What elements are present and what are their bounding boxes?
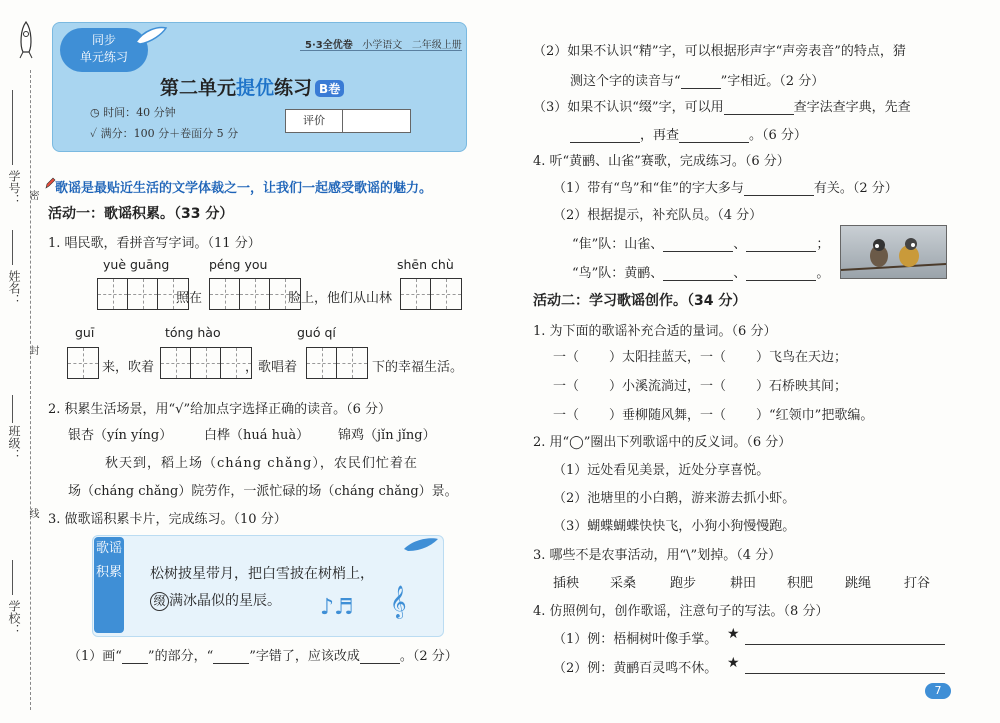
answer-grid-4[interactable] <box>67 347 99 379</box>
answer-line-2[interactable] <box>745 673 945 674</box>
r3-line-2 <box>570 124 807 143</box>
q3-1-part-b: ”的部分，“ <box>147 649 214 664</box>
q2-4-text: 4. 仿照例句，创作歌谣，注意句子的写法。（8 分） <box>533 604 829 619</box>
star-icon: ★ <box>727 626 740 642</box>
farm-word[interactable]: 跑步 <box>670 576 697 591</box>
card-tag: 歌谣积累 <box>94 537 124 633</box>
rocket-badge-icon <box>132 24 168 48</box>
clock-icon: ◷ <box>90 106 100 119</box>
blank-second-lookup[interactable] <box>679 142 749 143</box>
separator-2: 、 <box>733 266 747 281</box>
card-line-2 <box>150 590 281 611</box>
team-niao <box>572 262 829 281</box>
answer-line-1[interactable] <box>745 644 945 645</box>
row2-b: ）小溪流淌过，一（ <box>609 379 727 394</box>
q2-3-text: 3. 哪些不是农事活动，用“\”划掉。（4 分） <box>533 548 782 563</box>
pinyin-shenchu: shēn chù <box>397 257 454 272</box>
blank-meaning[interactable] <box>744 195 814 196</box>
id-label: 学号： <box>7 170 21 206</box>
word-baihua: 白桦（huá huà） <box>204 428 310 443</box>
q3-1-text <box>68 645 458 664</box>
blank-lookup-method[interactable] <box>724 114 794 115</box>
team-zhui <box>572 233 829 252</box>
activity1-title: 活动一：歌谣积累。（33 分） <box>48 206 234 222</box>
pinyin-guoqi: guó qí <box>297 325 336 340</box>
farm-word[interactable]: 采桑 <box>610 576 637 591</box>
q2-1-text: 1. 为下面的歌谣补充合适的量词。（6 分） <box>533 324 777 339</box>
blank-underline-mark[interactable] <box>122 663 148 664</box>
score-text: 满分：100 分＋卷面分 5 分 <box>100 127 239 140</box>
farm-word[interactable]: 打谷 <box>904 576 931 591</box>
r2-line-1: （2）如果不认识“精”字，可以根据形声字“声旁表音”的特点，猜 <box>533 44 906 59</box>
lyric-text-2: 脸上，他们从山林 <box>288 291 393 306</box>
school-label: 学校： <box>7 600 21 636</box>
blank-first-lookup[interactable] <box>570 142 640 143</box>
name-label: 姓名： <box>7 270 21 306</box>
lyric-text-5: 下的幸福生活。 <box>372 360 464 375</box>
r3-part-3: ，再查 <box>640 128 680 143</box>
antonym-2[interactable]: （2）池塘里的小白鹅，游来游去抓小虾。 <box>553 491 796 506</box>
school-field[interactable] <box>12 560 13 595</box>
name-field[interactable] <box>12 230 13 265</box>
q1-text: 1. 唱民歌，看拼音写字词。（11 分） <box>48 236 261 251</box>
q3-1-part-d: 。（2 分） <box>399 649 458 664</box>
margin-secret-mark: 密 <box>27 190 38 200</box>
grade-name: 二年级上册 <box>411 40 462 51</box>
volume-badge: B卷 <box>315 80 344 97</box>
q2-2-text: 2. 用“◯”圈出下列歌谣中的反义词。（6 分） <box>533 435 792 450</box>
measure-row-1 <box>553 346 847 365</box>
lyric-text-3: 来，吹着 <box>102 360 155 375</box>
team-zhui-label: “隹”队：山雀、 <box>572 237 664 252</box>
cut-line <box>30 70 31 710</box>
row3-b: ）垂柳随风舞，一（ <box>609 408 727 423</box>
evaluation-label: 评价 <box>286 110 343 132</box>
r2-part-2: ”字相近。（2 分） <box>720 74 825 89</box>
example-1: （1）例：梧桐树叶像手掌。 <box>553 632 718 647</box>
lyric-text-4: ，歌唱着 <box>245 360 298 375</box>
activity2-title: 活动二：学习歌谣创作。（34 分） <box>533 293 747 309</box>
farm-word[interactable]: 积肥 <box>787 576 814 591</box>
badge-line1: 同步 <box>91 33 116 47</box>
team-niao-label: “鸟”队：黄鹂、 <box>572 266 664 281</box>
word-jinji: 锦鸡（jǐn jǐng） <box>338 428 436 443</box>
pinyin-tonghao: tóng hào <box>165 325 221 340</box>
row2-a: 一（ <box>553 379 580 394</box>
title-part-c: 练习 <box>274 77 313 99</box>
margin-seal-mark: 封 <box>27 345 38 355</box>
blank-zhui-1[interactable] <box>663 251 733 252</box>
r2-line-2 <box>570 70 824 89</box>
pinyin-gui: guī <box>75 325 95 340</box>
antonym-1[interactable]: （1）远处看见美景，近处分享喜悦。 <box>553 463 770 478</box>
class-field[interactable] <box>12 395 13 423</box>
measure-row-3 <box>553 404 873 423</box>
q4-1-part-a: （1）带有“鸟”和“隹”的字大多与 <box>553 181 744 196</box>
word-yinxing: 银杏（yín yíng） <box>68 428 173 443</box>
birds-photo <box>840 225 947 279</box>
title-part-a: 第二单元 <box>160 77 237 99</box>
page-title <box>160 73 344 100</box>
farm-word[interactable]: 耕田 <box>730 576 757 591</box>
row1-b: ）太阳挂蓝天，一（ <box>609 350 727 365</box>
evaluation-box[interactable] <box>285 109 411 133</box>
q4-1-part-b: 有关。（2 分） <box>813 181 898 196</box>
q2-text: 2. 积累生活场景，用“√”给加点字选择正确的读音。（6 分） <box>48 402 392 417</box>
farm-word[interactable]: 跳绳 <box>845 576 872 591</box>
music-note-icon: ♪♬ <box>320 595 354 620</box>
badge-line2: 单元练习 <box>79 50 128 64</box>
row1-a: 一（ <box>553 350 580 365</box>
blank-niao-1[interactable] <box>663 280 733 281</box>
page-number: 7 <box>925 683 951 699</box>
birds-illustration <box>841 226 946 278</box>
answer-grid-6[interactable] <box>306 347 368 379</box>
blank-correct-char[interactable] <box>360 663 400 664</box>
lyric-text-1: 照在 <box>176 291 203 306</box>
antonym-3[interactable]: （3）蝴蝶蝴蝶快快飞，小狗小狗慢慢跑。 <box>553 519 796 534</box>
sentence-line-2: 场（cháng chǎng）院劳作，一派忙碌的场（cháng chǎng）景。 <box>68 484 458 499</box>
r2-part-1: 测这个字的读音与“ <box>570 74 681 89</box>
blank-wrong-char[interactable] <box>213 663 249 664</box>
blank-sound-char[interactable] <box>681 88 721 89</box>
answer-grid-3[interactable] <box>400 278 462 310</box>
star-icon: ★ <box>727 655 740 671</box>
rocket-decor-icon <box>400 535 440 555</box>
measure-row-2 <box>553 375 847 394</box>
row1-c: ）飞鸟在天边； <box>756 350 848 365</box>
q4-text: 4. 听“黄鹂、山雀”赛歌，完成练习。（6 分） <box>533 154 790 169</box>
farm-word[interactable]: 插秧 <box>553 576 580 591</box>
id-field[interactable] <box>12 90 13 165</box>
margin-line-mark: 线 <box>27 508 38 518</box>
score-info <box>90 125 238 141</box>
sentence-line-1: 秋天到，稻上场（cháng chǎng），农民们忙着在 <box>105 456 418 471</box>
circled-char: 缀 <box>150 592 169 611</box>
row3-c: ）“红领巾”把歌编。 <box>756 408 874 423</box>
class-label: 班级： <box>7 425 21 461</box>
separator-1: 、 <box>733 237 747 252</box>
r3-part-4: 。（6 分） <box>749 128 807 143</box>
title-part-b: 提优 <box>236 77 275 99</box>
answer-grid-5[interactable] <box>160 347 252 379</box>
pinyin-pengyou: péng you <box>209 257 268 272</box>
series-name: 5·3全优卷 <box>305 40 353 51</box>
subject-name: 小学语文 <box>362 40 403 51</box>
q4-1-text <box>553 177 898 196</box>
blank-zhui-2[interactable] <box>746 251 816 252</box>
card-line-1: 松树披星带月，把白雪披在树梢上， <box>150 566 374 582</box>
q4-2-text: （2）根据提示，补充队员。（4 分） <box>553 208 763 223</box>
card-line-2-text: 满冰晶似的星辰。 <box>169 593 281 609</box>
check-icon: ✓ <box>90 127 98 140</box>
row2-c: ）石桥映其间； <box>756 379 848 394</box>
header-rule <box>300 50 462 51</box>
book-info <box>305 36 462 51</box>
example-2: （2）例：黄鹂百灵鸣不休。 <box>553 661 718 676</box>
r3-part-2: 查字法查字典，先查 <box>793 100 911 115</box>
semicolon: ； <box>816 237 830 252</box>
period: 。 <box>816 266 830 281</box>
time-info <box>90 104 176 120</box>
rocket-icon <box>16 20 36 60</box>
q3-1-part-c: ”字错了，应该改成 <box>249 649 360 664</box>
q3-1-part-a: （1）画“ <box>68 649 122 664</box>
pinyin-yueguang: yuè guāng <box>103 257 170 272</box>
blank-niao-2[interactable] <box>746 280 816 281</box>
q3-text: 3. 做歌谣积累卡片，完成练习。（10 分） <box>48 512 287 527</box>
r3-part-1: （3）如果不认识“缀”字，可以用 <box>533 100 724 115</box>
intro-text: 歌谣是最贴近生活的文学体裁之一，让我们一起感受歌谣的魅力。 <box>55 181 433 196</box>
r3-line-1 <box>533 96 911 115</box>
time-text: 时间：40 分钟 <box>103 106 176 119</box>
row3-a: 一（ <box>553 408 580 423</box>
treble-clef-icon: 𝄞 <box>390 585 407 618</box>
